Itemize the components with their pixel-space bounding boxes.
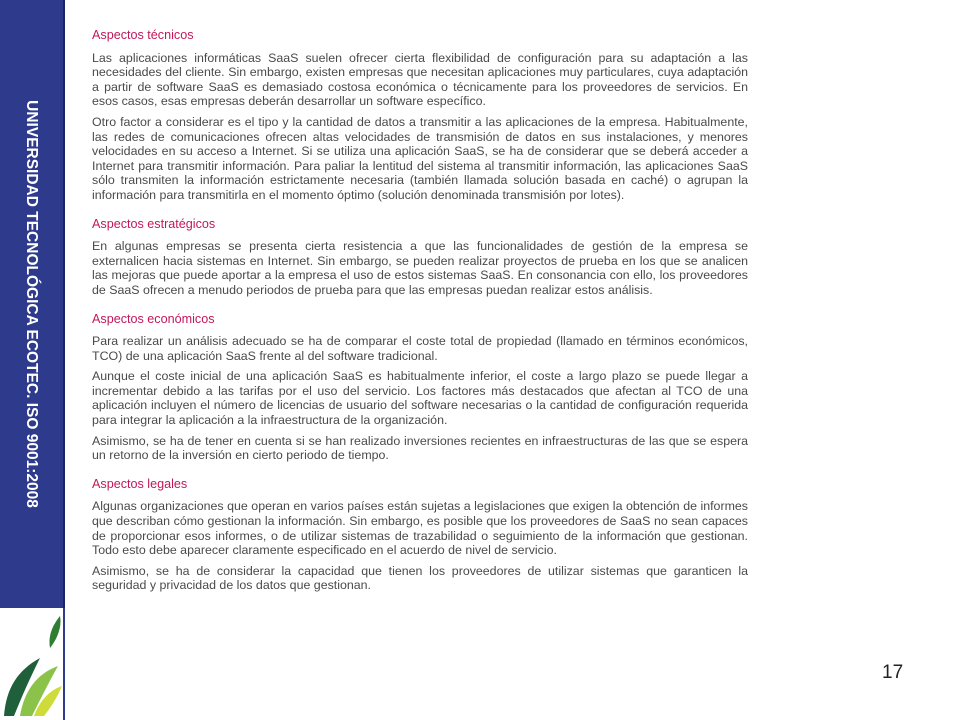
leaf-logo-icon (0, 608, 66, 720)
page-number: 17 (882, 662, 904, 683)
section-strategic (92, 217, 748, 298)
section-heading: Aspectos estratégicos (92, 216, 216, 231)
sidebar-banner (0, 0, 65, 608)
section-heading: Aspectos técnicos (92, 28, 194, 42)
section-legal (92, 477, 748, 593)
paragraph: Las aplicaciones informáticas SaaS suelen ofrecer cierta flexibilidad de configuración para su adaptación a las necesidades del cliente. Sin embargo, existen empresas que necesitan aplicaciones muy particulares, cuya adaptación a partir de software SaaS es demasiado costosa económica o técnicamente para los proveedores de servicios. En esos casos, esas empresas deberán desarrollar un software específico. (92, 50, 748, 109)
paragraph: Asimismo, se ha de considerar la capacidad que tienen los proveedores de utilizar sistemas que garanticen la seguridad y privacidad de los datos que gestionan. (92, 563, 748, 593)
section-heading: Aspectos económicos (92, 311, 215, 326)
section-heading: Aspectos legales (92, 476, 188, 491)
paragraph: Algunas organizaciones que operan en varios países están sujetas a legislaciones que exigen la obtención de informes que describan cómo gestionan la información. Sin embargo, es posible que los proveedores de SaaS no sean capaces de proporcionar esos informes, o de utilizar sistemas de trazabilidad o seguimiento de la información que gestionan. Todo esto debe aparecer claramente especificado en el acuerdo de nivel de servicio. (92, 499, 748, 558)
section-technical (92, 28, 748, 203)
paragraph: En algunas empresas se presenta cierta resistencia a que las funcionalidades de gestión de la empresa se externalicen hacia sistemas en Internet. Sin embargo, se pueden realizar proyectos de prueba en los que se analicen las mejoras que puede aportar a la empresa el uso de estos sistemas SaaS. En consonancia con ello, los proveedores de SaaS ofrecen a menudo periodos de prueba para que las empresas puedan realizar estos análisis. (92, 239, 748, 297)
university-name: UNIVERSIDAD TECNOLÓGICA ECOTEC. ISO 9001:2008 (23, 100, 40, 508)
paragraph: Para realizar un análisis adecuado se ha de comparar el coste total de propiedad (llamado en términos económicos, TCO) de una aplicación SaaS frente al del software tradicional. (92, 334, 748, 363)
document-body (92, 28, 748, 607)
paragraph: Aunque el coste inicial de una aplicación SaaS es habitualmente inferior, el coste a largo plazo se puede llegar a incrementar debido a las tarifas por el uso del servicio. Los factores más destacados que afectan al TCO de una aplicación incluyen el número de licencias de usuario del software necesarias o la cantidad de configuración requerida para integrar la aplicación a la infraestructura de la organización. (92, 369, 748, 428)
paragraph: Otro factor a considerar es el tipo y la cantidad de datos a transmitir a las aplicaciones de la empresa. Habitualmente, las redes de comunicaciones ofrecen altas velocidades de transmisión de datos en sus instalaciones, y menores velocidades en su acceso a Internet. Si se utiliza una aplicación SaaS, se ha de considerar que se deberá acceder a Internet para transmitir información. Para paliar la lentitud del sistema al transmitir información, las aplicaciones SaaS sólo transmiten la información estrictamente necesaria (también llamada solución basada en caché) o agrupan la información para transmitirla en el momento óptimo (solución denominada transmisión por lotes). (92, 114, 748, 202)
paragraph: Asimismo, se ha de tener en cuenta si se han realizado inversiones recientes en infraestructuras de las que se espera un retorno de la inversión en cierto periodo de tiempo. (92, 433, 748, 463)
section-economic (92, 312, 748, 463)
